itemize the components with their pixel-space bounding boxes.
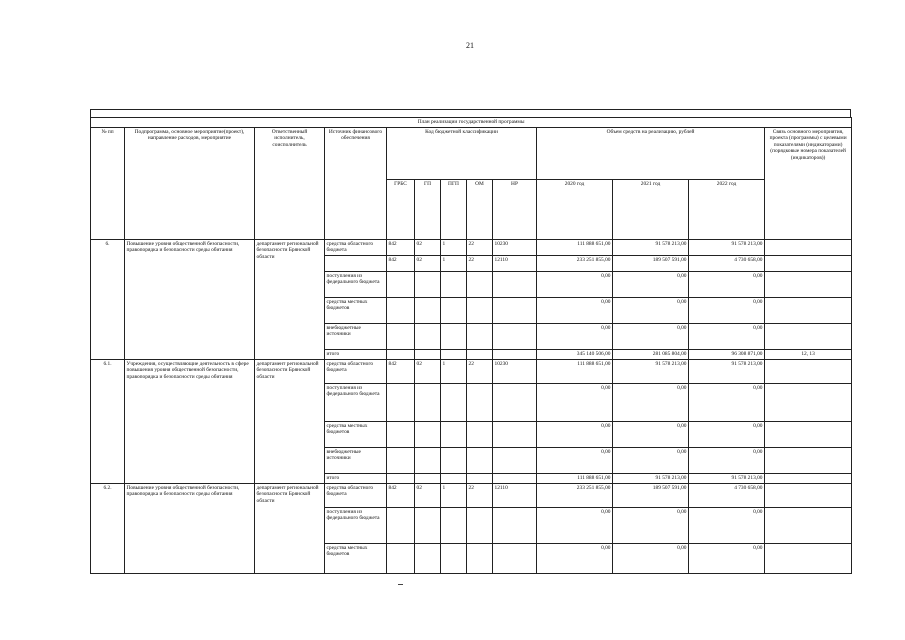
row-om (467, 323, 493, 349)
row-amount-2021: 0,00 (613, 383, 689, 421)
row-amount-2022: 4 730 658,00 (689, 483, 765, 507)
row-nr (493, 271, 537, 297)
row-grbs: 842 (387, 483, 415, 507)
row-amount-2022: 4 730 658,00 (689, 255, 765, 271)
row-amount-2021: 0,00 (613, 507, 689, 543)
row-nr (493, 447, 537, 473)
row-amount-2020: 0,00 (537, 383, 613, 421)
row-amount-2021: 91 578 213,00 (613, 359, 689, 383)
row-gp (415, 507, 441, 543)
header-kbk: Код бюджетной классификации (387, 127, 537, 179)
row-indicators (765, 447, 852, 473)
row-number: 6. (91, 239, 125, 359)
row-amount-2021: 0,00 (613, 421, 689, 447)
row-indicators (765, 255, 852, 271)
row-executor: департамент региональной безопасности Брянской области (255, 239, 325, 359)
row-amount-2021: 189 507 591,00 (613, 255, 689, 271)
row-om: 22 (467, 239, 493, 255)
table-title: План реализации государственной программы (91, 118, 852, 128)
row-amount-2022: 91 578 213,00 (689, 239, 765, 255)
row-pgp (441, 349, 467, 359)
row-grbs (387, 323, 415, 349)
row-amount-2021: 189 507 591,00 (613, 483, 689, 507)
row-om (467, 473, 493, 483)
row-pgp (441, 297, 467, 323)
row-amount-2021: 91 578 213,00 (613, 473, 689, 483)
row-amount-2020: 0,00 (537, 323, 613, 349)
row-om (467, 447, 493, 473)
row-amount-2021: 281 085 804,00 (613, 349, 689, 359)
row-gp (415, 323, 441, 349)
header-om: ОМ (467, 179, 493, 239)
row-grbs (387, 447, 415, 473)
row-amount-2021: 0,00 (613, 271, 689, 297)
row-grbs (387, 543, 415, 573)
row-om (467, 543, 493, 573)
row-om (467, 383, 493, 421)
row-source: поступления из федерального бюджета (325, 383, 387, 421)
row-grbs: 842 (387, 255, 415, 271)
header-name: Подпрограмма, основное мероприятие(проект), направление расходов, мероприятие (125, 127, 255, 239)
row-indicators: 12, 13 (765, 349, 852, 359)
row-pgp (441, 473, 467, 483)
row-nr: 10230 (493, 239, 537, 255)
row-gp (415, 271, 441, 297)
row-amount-2020: 0,00 (537, 297, 613, 323)
row-amount-2020: 111 888 651,00 (537, 239, 613, 255)
row-gp: 02 (415, 359, 441, 383)
row-amount-2022: 0,00 (689, 543, 765, 573)
row-pgp (441, 507, 467, 543)
row-amount-2022: 0,00 (689, 421, 765, 447)
row-grbs (387, 383, 415, 421)
row-grbs (387, 271, 415, 297)
row-amount-2020: 0,00 (537, 271, 613, 297)
header-year-2020: 2020 год (537, 179, 613, 239)
row-source: средства областного бюджета (325, 483, 387, 507)
page-number: 21 (466, 41, 474, 50)
header-volume: Объем средств на реализацию, рублей (537, 127, 765, 179)
row-source: средства местных бюджетов (325, 297, 387, 323)
header-gp: ГП (415, 179, 441, 239)
row-nr (493, 383, 537, 421)
row-gp (415, 421, 441, 447)
row-grbs (387, 297, 415, 323)
row-gp (415, 473, 441, 483)
page-mark (398, 584, 403, 585)
row-gp (415, 349, 441, 359)
row-indicators (765, 421, 852, 447)
row-gp (415, 543, 441, 573)
row-amount-2020: 0,00 (537, 421, 613, 447)
row-source: итого (325, 473, 387, 483)
row-pgp (441, 421, 467, 447)
row-amount-2022: 91 578 213,00 (689, 473, 765, 483)
row-om: 22 (467, 483, 493, 507)
header-pgp: ПГП (441, 179, 467, 239)
row-nr (493, 507, 537, 543)
row-om (467, 507, 493, 543)
row-amount-2022: 0,00 (689, 447, 765, 473)
row-nr: 12110 (493, 255, 537, 271)
row-gp (415, 447, 441, 473)
row-number: 6.1. (91, 359, 125, 483)
row-om (467, 297, 493, 323)
row-amount-2022: 0,00 (689, 297, 765, 323)
row-amount-2020: 0,00 (537, 543, 613, 573)
row-gp: 02 (415, 255, 441, 271)
row-amount-2022: 91 578 213,00 (689, 359, 765, 383)
header-link: Связь основного мероприятия, проекта (программы) с целевыми показателями (индикаторами) (порядковые номера показателей (индикаторов)) (765, 127, 852, 239)
row-grbs (387, 349, 415, 359)
row-amount-2021: 0,00 (613, 447, 689, 473)
row-om: 22 (467, 255, 493, 271)
row-pgp (441, 271, 467, 297)
row-source: средства местных бюджетов (325, 543, 387, 573)
row-grbs (387, 507, 415, 543)
row-grbs: 842 (387, 359, 415, 383)
plan-table (90, 117, 852, 574)
row-om (467, 271, 493, 297)
row-pgp: 1 (441, 239, 467, 255)
row-nr: 10230 (493, 359, 537, 383)
row-amount-2020: 233 251 855,00 (537, 483, 613, 507)
row-indicators (765, 297, 852, 323)
row-indicators (765, 383, 852, 421)
row-indicators (765, 239, 852, 255)
row-gp (415, 297, 441, 323)
row-grbs: 842 (387, 239, 415, 255)
header-year-2021: 2021 год (613, 179, 689, 239)
row-source: внебюджетные источники (325, 323, 387, 349)
row-indicators (765, 271, 852, 297)
row-name: Повышение уровня общественной безопасности, правопорядка и безопасности среды обитания (125, 239, 255, 359)
row-source: поступления из федерального бюджета (325, 271, 387, 297)
row-indicators (765, 323, 852, 349)
row-amount-2021: 91 578 213,00 (613, 239, 689, 255)
row-executor: департамент региональной безопасности Брянской области (255, 483, 325, 573)
row-amount-2020: 233 251 855,00 (537, 255, 613, 271)
row-source: внебюджетные источники (325, 447, 387, 473)
row-nr: 12110 (493, 483, 537, 507)
row-nr (493, 349, 537, 359)
row-om (467, 421, 493, 447)
row-nr (493, 421, 537, 447)
row-amount-2020: 0,00 (537, 507, 613, 543)
table-row (91, 239, 852, 255)
row-amount-2022: 0,00 (689, 507, 765, 543)
header-nr: НР (493, 179, 537, 239)
header-source: Источник финансового обеспечения (325, 127, 387, 239)
row-amount-2022: 0,00 (689, 323, 765, 349)
row-name: Учреждения, осуществляющие деятельность в сфере повышения уровня общественной безопасности, правопорядка и безопасности среды обитания (125, 359, 255, 483)
row-source: средства областного бюджета (325, 239, 387, 255)
table-top-rule (90, 109, 851, 110)
row-source: средства областного бюджета (325, 359, 387, 383)
row-nr (493, 323, 537, 349)
row-amount-2020: 0,00 (537, 447, 613, 473)
row-grbs (387, 421, 415, 447)
header-year-2022: 2022 год (689, 179, 765, 239)
row-amount-2020: 111 888 651,00 (537, 473, 613, 483)
row-nr (493, 543, 537, 573)
row-gp (415, 383, 441, 421)
row-executor: департамент региональной безопасности Брянской области (255, 359, 325, 483)
table-row (91, 359, 852, 383)
row-amount-2021: 0,00 (613, 323, 689, 349)
row-amount-2022: 0,00 (689, 271, 765, 297)
row-amount-2021: 0,00 (613, 543, 689, 573)
row-gp: 02 (415, 239, 441, 255)
row-source: поступления из федерального бюджета (325, 507, 387, 543)
row-grbs (387, 473, 415, 483)
row-source (325, 255, 387, 271)
row-amount-2020: 111 888 651,00 (537, 359, 613, 383)
row-pgp: 1 (441, 359, 467, 383)
row-amount-2022: 96 308 871,00 (689, 349, 765, 359)
row-pgp (441, 447, 467, 473)
row-indicators (765, 507, 852, 543)
row-source: итого (325, 349, 387, 359)
row-om (467, 349, 493, 359)
row-gp: 02 (415, 483, 441, 507)
row-om: 22 (467, 359, 493, 383)
header-executor: Ответственный исполнитель, соисполнитель (255, 127, 325, 239)
row-pgp: 1 (441, 483, 467, 507)
table-row (91, 483, 852, 507)
row-indicators (765, 359, 852, 383)
row-nr (493, 297, 537, 323)
row-pgp (441, 323, 467, 349)
plan-table-body (91, 239, 852, 573)
row-pgp: 1 (441, 255, 467, 271)
header-grbs: ГРБС (387, 179, 415, 239)
row-name: Повышение уровня общественной безопасности, правопорядка и безопасности среды обитания (125, 483, 255, 573)
row-source: средства местных бюджетов (325, 421, 387, 447)
row-indicators (765, 473, 852, 483)
row-number: 6.2. (91, 483, 125, 573)
row-nr (493, 473, 537, 483)
row-pgp (441, 543, 467, 573)
header-num: № пп (91, 127, 125, 239)
row-amount-2021: 0,00 (613, 297, 689, 323)
row-amount-2022: 0,00 (689, 383, 765, 421)
row-amount-2020: 345 140 506,00 (537, 349, 613, 359)
row-indicators (765, 543, 852, 573)
row-pgp (441, 383, 467, 421)
row-indicators (765, 483, 852, 507)
